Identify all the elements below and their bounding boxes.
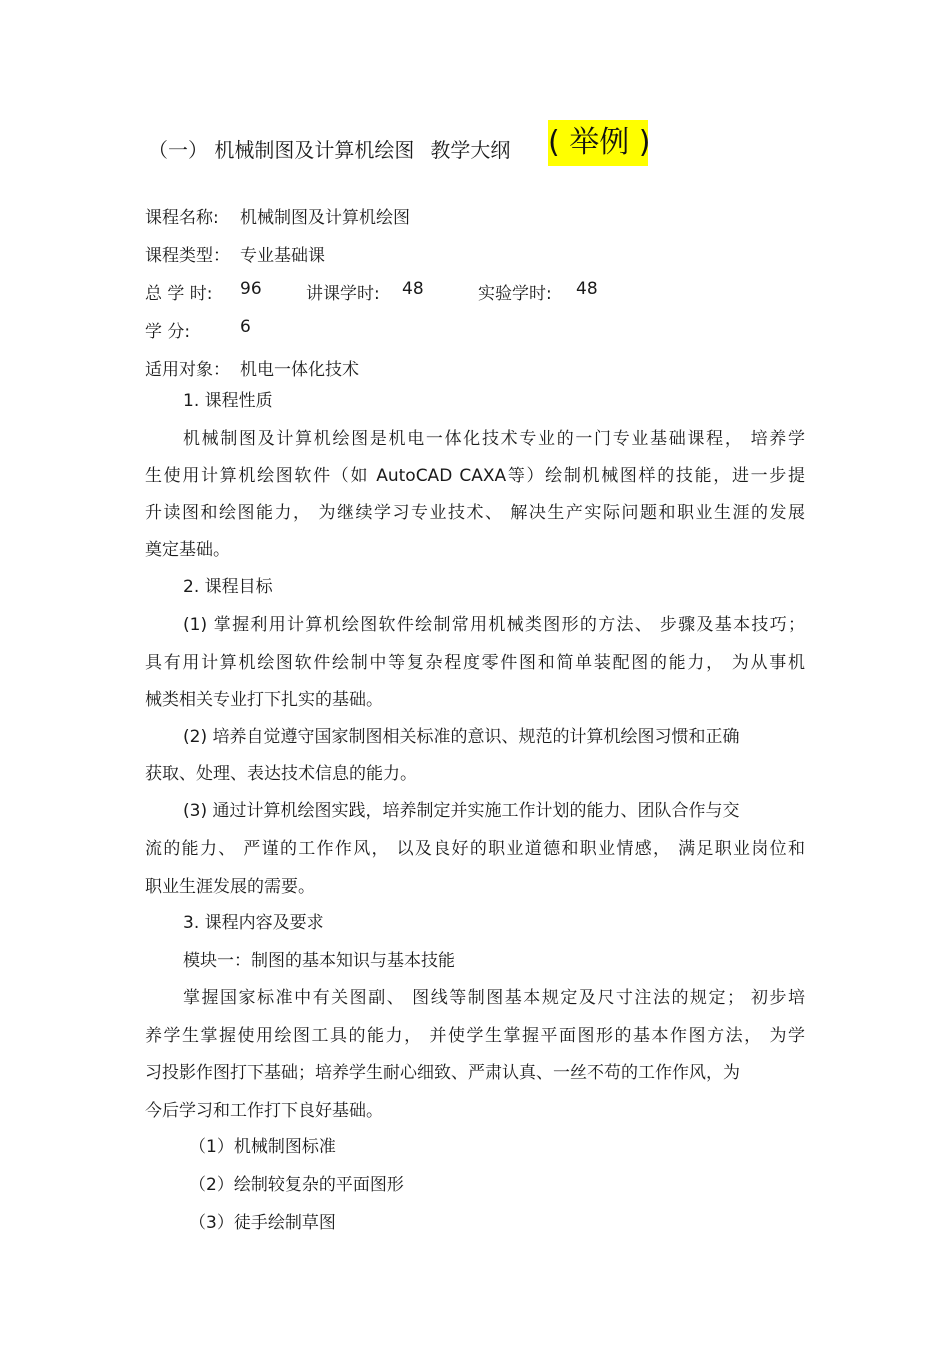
list-item: （1）机械制图标准 — [189, 1137, 336, 1157]
list-item: （3）徒手绘制草图 — [189, 1213, 336, 1233]
paragraph-line: 机械制图及计算机绘图是机电一体化技术专业的一门专业基础课程， 培养学 — [183, 429, 805, 449]
lecture-hours-value: 48 — [402, 279, 424, 299]
title-sub: 教学大纲 — [430, 138, 511, 162]
course-name-label: 课程名称: — [145, 208, 219, 228]
section-heading-goals: 2. 课程目标 — [183, 577, 273, 597]
paragraph-line: 械类相关专业打下扎实的基础。 — [145, 690, 383, 710]
paragraph-line: 具有用计算机绘图软件绘制中等复杂程度零件图和简单装配图的能力， 为从事机 — [145, 653, 805, 673]
target-label: 适用对象： — [145, 360, 230, 380]
target-value: 机电一体化技术 — [240, 360, 359, 380]
credit-row — [145, 317, 251, 342]
title-main: （一） 机械制图及计算机绘图 — [148, 138, 415, 162]
paragraph-line: (2) 培养自觉遵守国家制图相关标准的意识、规范的计算机绘图习惯和正确 — [183, 727, 740, 747]
module-heading: 模块一：制图的基本知识与基本技能 — [183, 951, 455, 971]
course-type-label: 课程类型： — [145, 246, 230, 266]
course-name-row — [145, 203, 410, 228]
course-name-value: 机械制图及计算机绘图 — [240, 208, 410, 228]
section-heading-nature: 1. 课程性质 — [183, 391, 273, 411]
paragraph-line: (3) 通过计算机绘图实践，培养制定并实施工作计划的能力、团队合作与交 — [183, 801, 740, 821]
course-hours-row — [145, 279, 605, 304]
paragraph-line: 生使用计算机绘图软件（如 AutoCAD CAXA等）绘制机械图样的技能，进一步提 — [145, 466, 805, 486]
paragraph-line: 奠定基础。 — [145, 540, 230, 560]
paragraph-line: 养学生掌握使用绘图工具的能力， 并使学生掌握平面图形的基本作图方法， 为学 — [145, 1026, 805, 1046]
paragraph-line: (1) 掌握利用计算机绘图软件绘制常用机械类图形的方法、 步骤及基本技巧； — [183, 615, 805, 635]
target-row — [145, 355, 359, 380]
total-hours-label: 总 学 时: — [145, 284, 213, 304]
paragraph-line: 职业生涯发展的需要。 — [145, 877, 315, 897]
paragraph-line: 掌握国家标准中有关图副、 图线等制图基本规定及尺寸注法的规定； 初步培 — [183, 988, 805, 1008]
lab-hours-value: 48 — [576, 279, 598, 299]
lab-hours-label: 实验学时: — [478, 284, 552, 304]
credit-label: 学 分: — [145, 322, 191, 342]
credit-value: 6 — [240, 317, 251, 337]
lecture-hours-label: 讲课学时: — [306, 284, 380, 304]
paragraph-line: 流的能力、 严谨的工作作风， 以及良好的职业道德和职业情感， 满足职业岗位和 — [145, 839, 805, 859]
section-heading-content: 3. 课程内容及要求 — [183, 913, 324, 933]
paragraph-line: 习投影作图打下基础；培养学生耐心细致、严肃认真、一丝不苟的工作作风，为 — [145, 1063, 740, 1083]
total-hours-value: 96 — [240, 279, 262, 299]
document-title — [148, 134, 510, 163]
paragraph-line: 获取、处理、表达技术信息的能力。 — [145, 764, 417, 784]
paragraph-line: 今后学习和工作打下良好基础。 — [145, 1101, 383, 1121]
list-item: （2）绘制较复杂的平面图形 — [189, 1175, 404, 1195]
paragraph-line: 升读图和绘图能力， 为继续学习专业技术、 解决生产实际问题和职业生涯的发展 — [145, 503, 805, 523]
course-type-row — [145, 241, 325, 266]
example-highlight-tag: ( 举例 ) — [548, 120, 648, 166]
course-type-value: 专业基础课 — [240, 246, 325, 266]
